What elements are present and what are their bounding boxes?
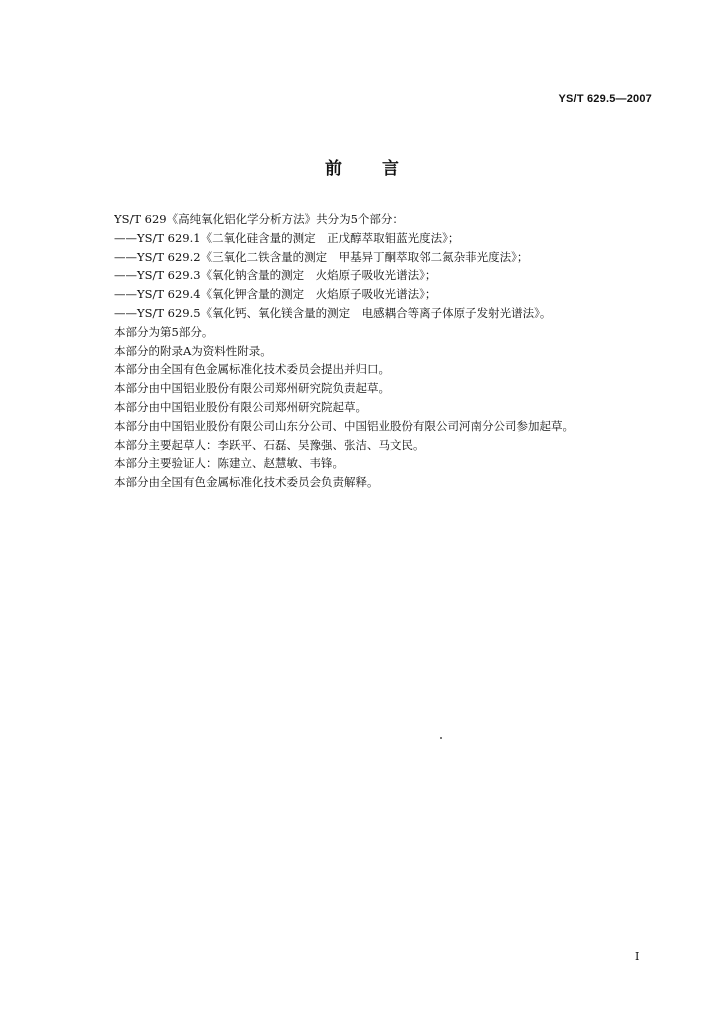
text-line-responsible-drafter: 本部分由中国铝业股份有限公司郑州研究院负责起草。	[114, 381, 390, 396]
text-line-main-verifiers: 本部分主要验证人：陈建立、赵慧敏、韦锋。	[114, 456, 344, 471]
text-line-part-5: ——YS/T 629.5《氧化钙、氧化镁含量的测定 电感耦合等离子体原子发射光谱法》。	[114, 305, 552, 320]
page-title: 前言	[325, 159, 439, 179]
text-line-interpretation: 本部分由全国有色金属标准化技术委员会负责解释。	[114, 475, 379, 490]
text-line-this-part: 本部分为第5部分。	[114, 324, 214, 339]
text-line-part-1: ——YS/T 629.1《二氧化硅含量的测定 正戊醇萃取钼蓝光度法》；	[114, 230, 460, 245]
text-line-drafted-by: 本部分由中国铝业股份有限公司郑州研究院起草。	[114, 399, 367, 414]
text-line-part-3: ——YS/T 629.3《氧化钠含量的测定 火焰原子吸收光谱法》；	[114, 268, 437, 283]
scan-speck	[440, 737, 442, 739]
text-line-proposed-by: 本部分由全国有色金属标准化技术委员会提出并归口。	[114, 362, 390, 377]
text-line-part-4: ——YS/T 629.4《氧化钾含量的测定 火焰原子吸收光谱法》；	[114, 287, 437, 302]
text-line-annex: 本部分的附录A为资料性附录。	[114, 343, 272, 358]
foreword-body	[114, 210, 654, 492]
text-line-part-2: ——YS/T 629.2《三氧化二铁含量的测定 甲基异丁酮萃取邻二氮杂菲光度法》；	[114, 249, 529, 264]
text-line-main-drafters: 本部分主要起草人：李跃平、石磊、吴豫强、张洁、马文民。	[114, 437, 425, 452]
text-line-parts-intro: YS/T 629《高纯氧化铝化学分析方法》共分为5个部分：	[114, 212, 404, 226]
text-line-participants: 本部分由中国铝业股份有限公司山东分公司、中国铝业股份有限公司河南分公司参加起草。	[114, 418, 574, 433]
standard-number: YS/T 629.5—2007	[558, 93, 652, 105]
page-number: I	[635, 950, 640, 963]
